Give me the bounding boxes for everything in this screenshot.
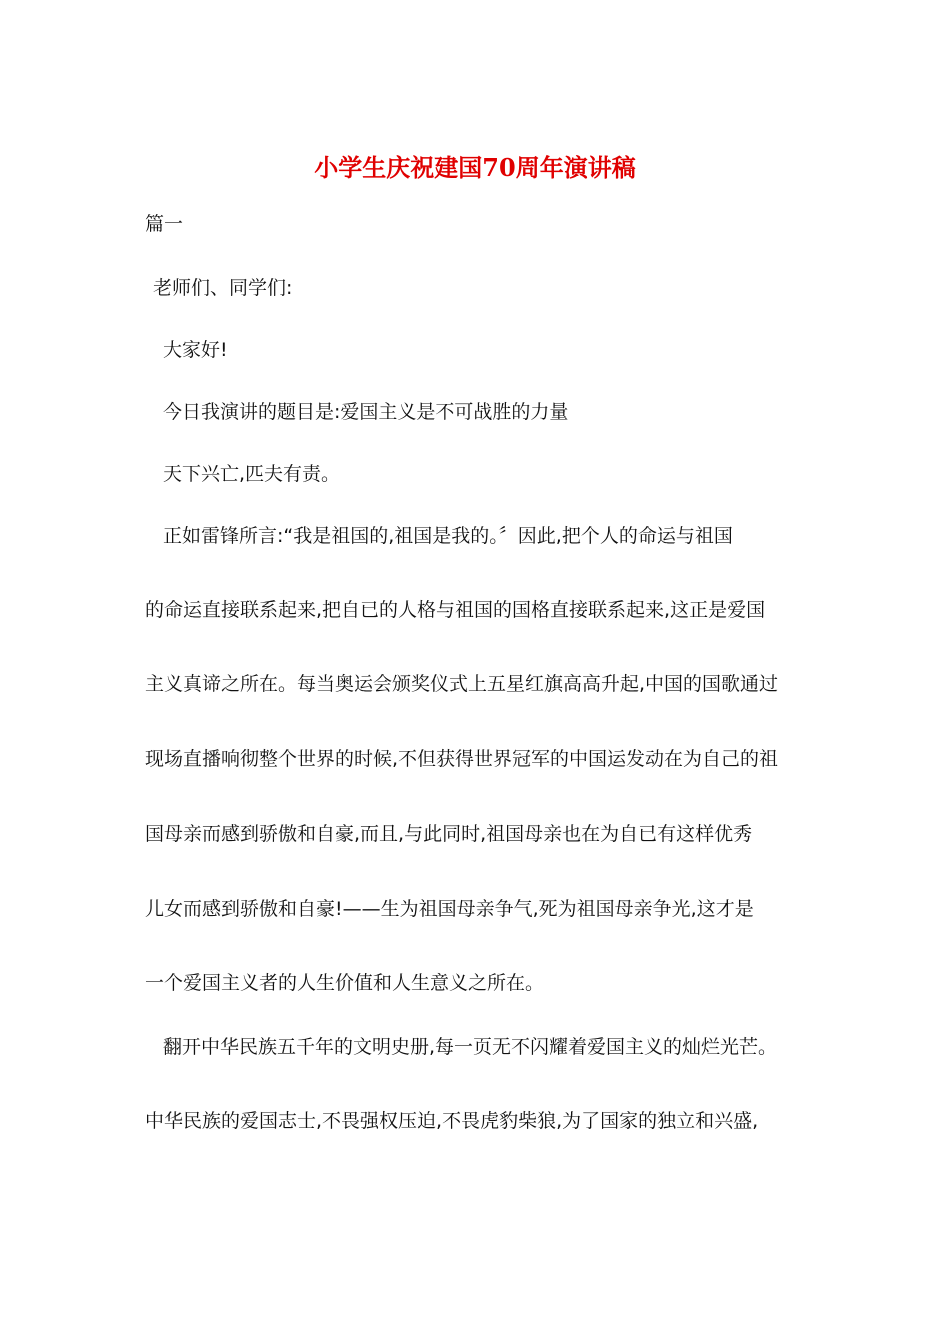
document-title: 小学生庆祝建国70周年演讲稿 (314, 153, 636, 182)
paragraph-line: 翻开中华民族五千年的文明史册,每一页无不闪耀着爱国主义的灿烂光芒。 (163, 1036, 778, 1058)
paragraph-line: 大家好! (163, 339, 228, 361)
paragraph-line: 儿女而感到骄傲和自豪!——生为祖国母亲争气,死为祖国母亲争光,这才是 (145, 898, 754, 920)
paragraph-line: 国母亲而感到骄傲和自豪,而且,与此同时,祖国母亲也在为自已有这样优秀 (145, 823, 753, 845)
paragraph-line: 中华民族的爱国志士,不畏强权压迫,不畏虎豹柴狼,为了国家的独立和兴盛, (145, 1110, 759, 1132)
paragraph-line: 今日我演讲的题目是:爱国主义是不可战胜的力量 (163, 401, 569, 423)
paragraph-line: 老师们、同学们: (153, 277, 293, 299)
paragraph-line: 天下兴亡,匹夫有责。 (163, 463, 341, 485)
paragraph-line: 主义真谛之所在。每当奥运会颁奖仪式上五星红旗高高升起,中国的国歌通过 (145, 673, 779, 695)
paragraph-line: 现场直播响彻整个世界的时候,不但获得世界冠军的中国运发动在为自己的祖 (145, 748, 779, 770)
paragraph-line: 一个爱国主义者的人生价值和人生意义之所在。 (145, 972, 545, 994)
paragraph-line: 的命运直接联系起来,把自已的人格与祖国的国格直接联系起来,这正是爱国 (145, 599, 766, 621)
paragraph-line: 正如雷锋所言:“我是祖国的,祖国是我的。〞因此,把个人的命运与祖国 (163, 525, 733, 547)
section-label: 篇一 (145, 213, 184, 235)
